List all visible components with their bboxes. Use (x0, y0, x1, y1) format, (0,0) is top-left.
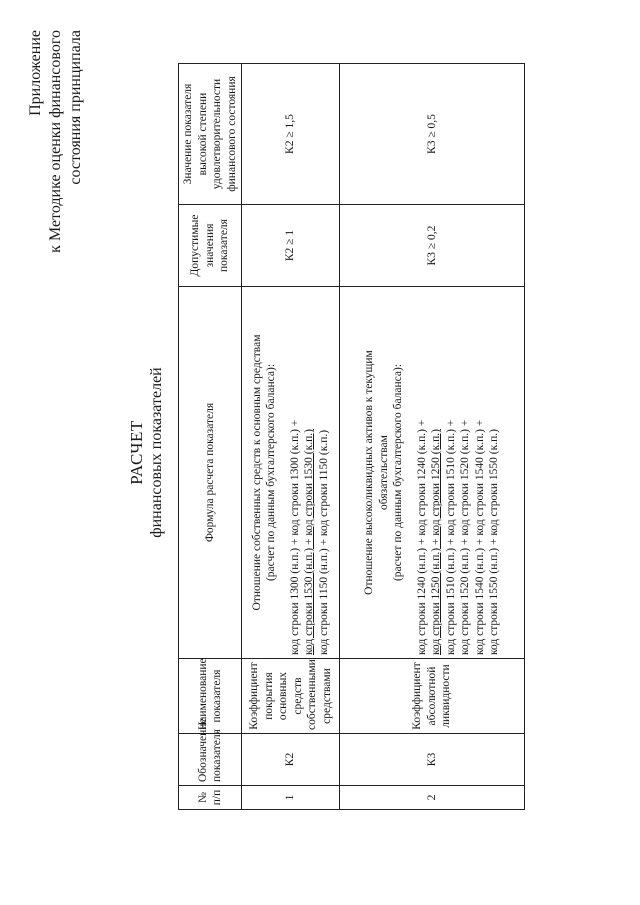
indicators-table (178, 63, 525, 810)
formula-numerator-2: код строки 1250 (н.п.) + код строки 1250 (к.п.) (430, 429, 443, 655)
title-main: РАСЧЕТ (127, 420, 146, 485)
row-allowed: К2 ≥ 1 (242, 205, 340, 287)
row-num: 1 (242, 786, 340, 810)
document-title (127, 0, 167, 905)
row-high: К3 ≥ 0,5 (340, 64, 525, 205)
row-formula (242, 287, 340, 659)
annex-line-2: к Методике оценки финансового (47, 30, 64, 253)
table-row (340, 64, 525, 810)
header-name: Наименование показателя (179, 659, 242, 734)
header-code: Обозначение показателя (179, 734, 242, 786)
formula-numerator-1: код строки 1300 (н.п.) + код строки 1300 (к.п.) + (288, 419, 301, 655)
table-header-row (179, 64, 242, 810)
header-high: Значение показателя высокой степени удовлетворительности финансового состояния (179, 64, 242, 205)
annex-block (26, 30, 86, 253)
table-row (242, 64, 340, 810)
formula-note: (расчет по данным бухгалтерского баланса): (392, 363, 405, 582)
formula-denominator-4: код строки 1550 (н.п.) + код строки 1550 (к.п.) (488, 429, 501, 655)
row-name: Коэффициент абсолютной ликвидности (340, 659, 525, 734)
formula-heading-2: обязательствам (377, 435, 390, 510)
formula-heading: Отношение собственных средств к основным средствам (250, 334, 263, 611)
row-allowed: К3 ≥ 0,2 (340, 205, 525, 287)
header-allowed: Допустимые значения показателя (179, 205, 242, 287)
formula-note: (расчет по данным бухгалтерского баланса): (265, 363, 278, 582)
annex-line-3: состояния принципала (67, 30, 84, 185)
header-num: № п/п (179, 786, 242, 810)
row-name: Коэффициент покрытия основных средств собственными средствами (242, 659, 340, 734)
row-code: К2 (242, 734, 340, 786)
row-formula (340, 287, 525, 659)
row-num: 2 (340, 786, 525, 810)
header-formula: Формула расчета показателя (179, 287, 242, 659)
formula-numerator-1: код строки 1240 (н.п.) + код строки 1240 (к.п.) + (415, 419, 428, 655)
row-code: К3 (340, 734, 525, 786)
formula-denominator-3: код строки 1540 (н.п.) + код строки 1540 (к.п.) + (473, 419, 486, 655)
formula-heading-1: Отношение высоколиквидных активов к текущим (363, 350, 376, 595)
title-sub: финансовых показателей (148, 367, 165, 538)
formula-denominator: код строки 1150 (н.п.) + код строки 1150 (к.п.) (317, 429, 330, 655)
formula-denominator-1: код строки 1510 (н.п.) + код строки 1510 (к.п.) + (444, 419, 457, 655)
annex-line-1: Приложение (27, 30, 44, 116)
formula-denominator-2: код строки 1520 (н.п.) + код строки 1520 (к.п.) + (459, 419, 472, 655)
formula-numerator-2: код строки 1530 (н.п.) + код строки 1530 (к.п.) (303, 429, 316, 655)
row-high: К2 ≥ 1,5 (242, 64, 340, 205)
